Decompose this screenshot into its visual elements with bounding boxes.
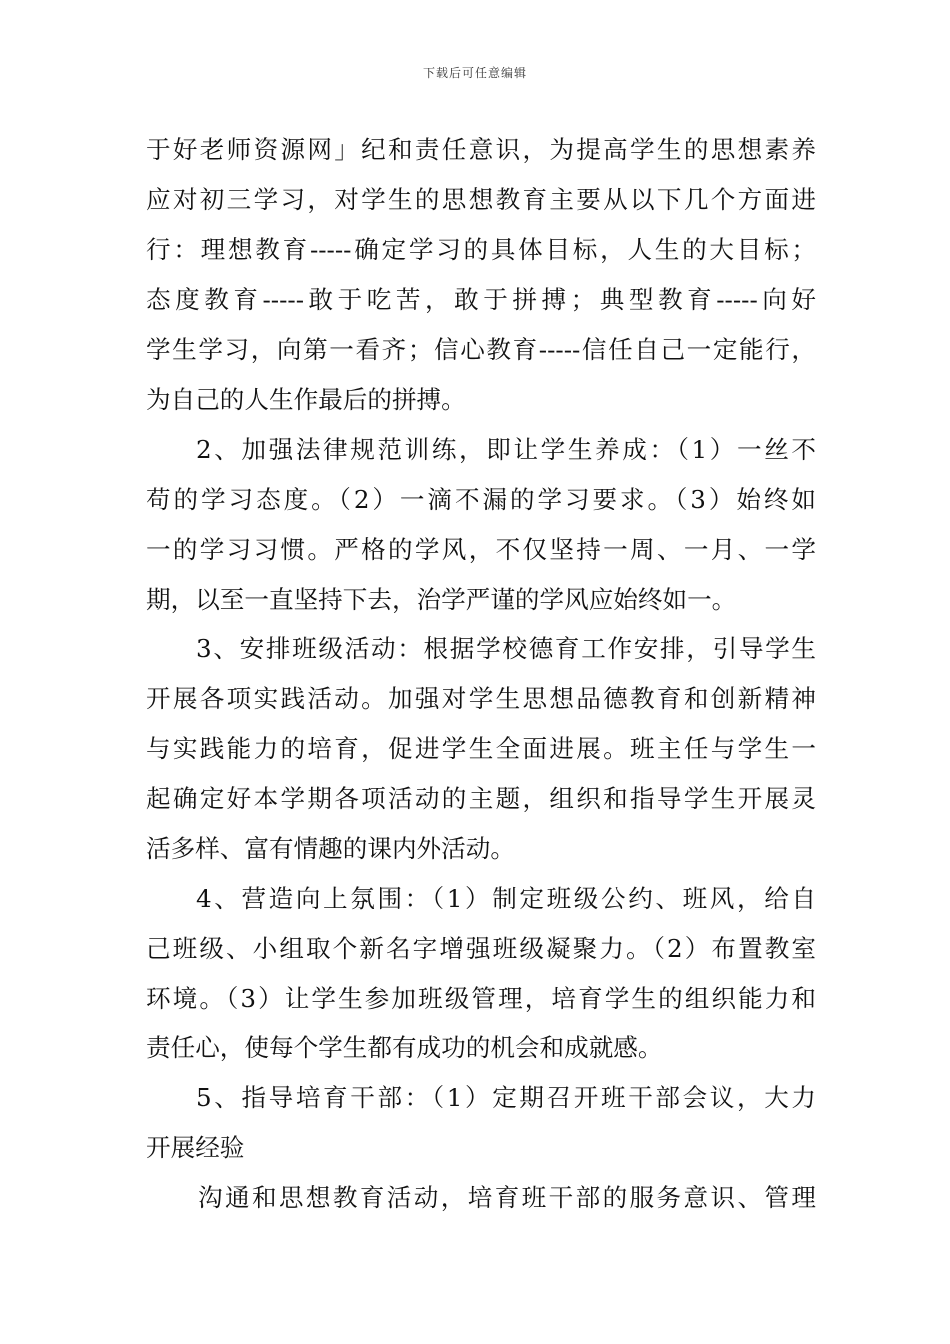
- body-line: 应对初三学习，对学生的思想教育主要从以下几个方面进: [146, 185, 816, 214]
- body-line: 行：理想教育-----确定学习的具体目标，人生的大目标；: [146, 235, 816, 264]
- paragraph-item-3-start: 3、安排班级活动：根据学校德育工作安排，引导学生: [196, 634, 816, 663]
- body-line: 一的学习习惯。严格的学风，不仅坚持一周、一月、一学: [146, 535, 816, 564]
- body-line: 环境。（3）让学生参加班级管理，培育学生的组织能力和: [146, 984, 816, 1013]
- body-line: 期，以至一直坚持下去，治学严谨的学风应始终如一。: [146, 585, 737, 614]
- body-line: 起确定好本学期各项活动的主题，组织和指导学生开展灵: [146, 784, 816, 813]
- body-line: 己班级、小组取个新名字增强班级凝聚力。（2）布置教室: [146, 934, 816, 963]
- body-line: 苟的学习态度。（2）一滴不漏的学习要求。（3）始终如: [146, 485, 816, 514]
- body-line: 开展经验: [146, 1133, 245, 1162]
- paragraph-item-2-start: 2、加强法律规范训练，即让学生养成：（1）一丝不: [196, 435, 816, 464]
- body-line: 态度教育-----敢于吃苦，敢于拼搏；典型教育-----向好: [146, 285, 816, 314]
- page-header: 下载后可任意编辑: [422, 66, 527, 80]
- body-line: 与实践能力的培育，促进学生全面进展。班主任与学生一: [146, 734, 816, 763]
- body-line: 为自己的人生作最后的拼搏。: [146, 385, 466, 414]
- body-line: 责任心，使每个学生都有成功的机会和成就感。: [146, 1033, 663, 1062]
- body-line: 学生学习，向第一看齐；信心教育-----信任自己一定能行，: [146, 335, 816, 364]
- paragraph-item-4-start: 4、营造向上氛围：（1）制定班级公约、班风，给自: [196, 884, 816, 913]
- body-line: 沟通和思想教育活动，培育班干部的服务意识、管理: [198, 1183, 816, 1212]
- paragraph-item-5-start: 5、指导培育干部：（1）定期召开班干部会议，大力: [196, 1083, 816, 1112]
- body-line: 于好老师资源网」纪和责任意识，为提高学生的思想素养: [146, 135, 816, 164]
- body-line: 活多样、富有情趣的课内外活动。: [146, 834, 515, 863]
- body-line: 开展各项实践活动。加强对学生思想品德教育和创新精神: [146, 684, 816, 713]
